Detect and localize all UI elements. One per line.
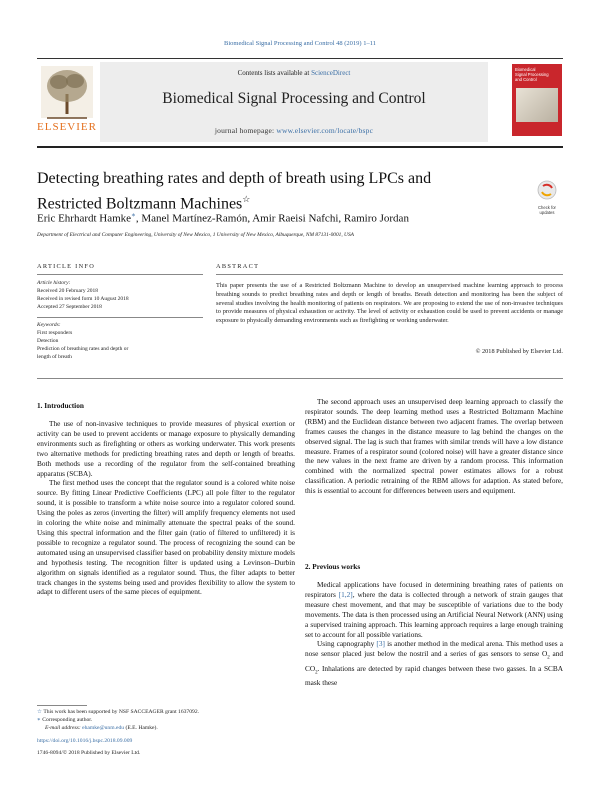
- abstract-text: This paper presents the use of a Restricted Boltzmann Machine to develop an unsupervised machine learning approach to process breathing sounds to predict breathing rates and depth or length of breaths. Breath detection and monitoring has been the subject of several studies involving the health monitoring of patients on respirators. We are proposing to extend the use of non-invasive techniques to provide measures of physical exhaustion or activity. The level of activity or exhaustion could be used to prevent accidents or manage exposure to physically demanding environments such as firefighting or working underwater.: [216, 282, 563, 325]
- author-affiliation: Department of Electrical and Computer Engineering, University of New Mexico, 1 University of New Mexico, Albuquerque, NM 87131-0001, USA: [37, 232, 354, 238]
- text-run: Medical applications have focused in determining breathing rates of patients on respirators: [305, 580, 563, 599]
- abstract-heading: ABSTRACT: [216, 263, 260, 270]
- elsevier-wordmark: ELSEVIER: [37, 121, 97, 133]
- paragraph: The use of non-invasive techniques to provide measures of physical exertion or activity can be used to prevent accidents or manage exposure to physically demanding environments such as firefighting or others as working underwater. This work presents two alternative methods for predicting breathing rates and depth or length of breaths. Both methods use a recording of the regulator from the self-contained breathing apparatus (SCBA).: [37, 419, 295, 478]
- history-entry: Received 20 February 2018: [37, 288, 98, 294]
- text-run: , where the data is collected through a network of strain gauges that measure chest movement, and that may be susceptible of variations due to the body movements. The data is then processed using an Artificial Neural Network (ANN) using a supervised training approach. This learning approach requires a large enough training set to account for all possible variations.: [305, 589, 563, 639]
- other-authors: , Manel Martínez-Ramón, Amir Raeisi Nafchi, Ramiro Jordan: [135, 212, 409, 225]
- header-top-rule: [37, 58, 563, 59]
- footnote-text: This work has been supported by NSF SACCEAGER grant 1637092.: [43, 709, 200, 715]
- keywords: [37, 321, 203, 361]
- history-entry: Received in revised form 10 August 2018: [37, 296, 129, 302]
- article-history: [37, 279, 203, 311]
- journal-cover-thumbnail: [512, 64, 562, 136]
- section-heading-previous-works: 2. Previous works: [305, 562, 361, 571]
- elsevier-logo: [37, 64, 97, 134]
- journal-citation-link[interactable]: Biomedical Signal Processing and Control 48 (2019) 1–11: [224, 40, 376, 47]
- cover-image: [516, 88, 558, 122]
- subscript: 2: [315, 670, 318, 676]
- check-for-updates-icon: [531, 180, 563, 200]
- paragraph: [305, 639, 563, 688]
- check-updates-label: Check for: [538, 205, 556, 210]
- footnote-mark: ☆: [37, 709, 43, 715]
- citation-link[interactable]: [3]: [376, 639, 385, 649]
- corresponding-author-mark[interactable]: ∗: [131, 211, 136, 219]
- article-info-heading: ARTICLE INFO: [37, 263, 96, 270]
- history-entry: Accepted 27 September 2018: [37, 304, 102, 310]
- text-run: Using capnography: [317, 639, 377, 649]
- abstract-bottom-rule: [37, 378, 563, 379]
- footnotes: [37, 708, 295, 732]
- paragraph: [305, 580, 563, 639]
- email-label: E-mail address:: [45, 725, 83, 731]
- citation-link[interactable]: [1,2]: [338, 589, 353, 599]
- footnote-text: Corresponding author.: [42, 717, 93, 723]
- keyword: Prediction of breathing rates and depth or: [37, 346, 129, 352]
- author-list: [37, 211, 557, 225]
- journal-name: Biomedical Signal Processing and Control: [162, 90, 426, 107]
- keyword: Detection: [37, 338, 59, 344]
- doi-block: [37, 737, 295, 757]
- introduction-body-continued: [305, 397, 563, 496]
- check-for-updates-badge[interactable]: [531, 180, 563, 215]
- article-info-rule: [37, 274, 203, 275]
- previous-works-body: [305, 580, 563, 688]
- footnote-funding: [37, 708, 295, 716]
- keywords-label: Keywords:: [37, 322, 61, 328]
- journal-homepage: [100, 126, 488, 135]
- author-name: Eric Ehrhardt Hamke: [37, 212, 132, 225]
- cover-title-line: Signal Processing: [515, 72, 549, 77]
- abstract-copyright: © 2018 Published by Elsevier Ltd.: [475, 348, 563, 355]
- subscript: 2: [547, 655, 550, 661]
- abstract-rule: [216, 274, 563, 275]
- email-owner: (E.E. Hamke).: [124, 725, 158, 731]
- article-title: [37, 169, 457, 214]
- text-run: is another method in the medical arena. This method uses a nose sensor placed just below the nostril and a series of gas sensors to sense O: [305, 639, 563, 659]
- header-bottom-rule: [37, 146, 563, 148]
- section-heading-introduction: 1. Introduction: [37, 401, 84, 410]
- issn-copyright: 1746-8094/© 2018 Published by Elsevier Ltd.: [37, 750, 141, 756]
- contents-line: [100, 69, 488, 77]
- paragraph: The second approach uses an unsupervised deep learning approach to classify the respirator sounds. The deep learning method uses a Restricted Boltzmann Machine (RBM) and the Euclidean distance between two adjacent frames. The overlap between frames causes the changes in the distance measure to lag behind the changes on the observed signal. The lag is such that frames with similar trends will have a low distance measure. Frames of a respirator sound (colored noise) will have a greater distance since the new values in the next frame are driven by a random process. This information combined with the normalized spectral power estimates allows for a robust classification. A periodic retraining of the RBM allows for adaption. As stated before, this is essential to account for differences between users and equipment.: [305, 397, 563, 496]
- article-title-line: Detecting breathing rates and depth of breath using LPCs and: [37, 170, 432, 187]
- article-info-separator: [37, 317, 203, 318]
- contents-prefix: Contents lists available at: [237, 69, 312, 77]
- footnote-rule: [37, 705, 87, 706]
- article-title-line: Restricted Boltzmann Machines: [37, 195, 243, 213]
- keyword: First responders: [37, 330, 73, 336]
- history-label: Article history:: [37, 280, 71, 286]
- footnote-email: [37, 724, 295, 732]
- keyword: length of breath: [37, 354, 72, 360]
- text-run: . Inhalations are detected by rapid changes between these two gasses. In a SCBA mask these: [305, 663, 563, 688]
- cover-title-line: Biomedical: [515, 67, 536, 72]
- title-footnote-mark[interactable]: ☆: [242, 194, 251, 204]
- sciencedirect-link[interactable]: ScienceDirect: [311, 69, 351, 77]
- check-updates-label: updates: [539, 210, 555, 215]
- text-run: and CO: [305, 649, 563, 673]
- doi-link[interactable]: https://doi.org/10.1016/j.bspc.2018.09.009: [37, 738, 133, 744]
- footnote-corresponding: [37, 716, 295, 724]
- email-link[interactable]: ehamke@unm.edu: [82, 725, 125, 731]
- homepage-url-link[interactable]: www.elsevier.com/locate/bspc: [276, 126, 374, 135]
- introduction-body: [37, 419, 295, 597]
- homepage-label: journal homepage:: [214, 126, 277, 135]
- footnote-mark: ∗: [37, 717, 41, 723]
- paragraph: The first method uses the concept that the regulator sound is a colored white noise source. By fitting Linear Predictive Coefficients (LPC) all pole filter to the regulator sound, it is possible to transform a white noise source into a regulator colored sound. Using the poles as zeros (inverting the filter) will amplify frequency elements not used in coloring the white noise and minimally attenuate the spectral peaks of the sound. Using this spectral information and the filter gain (ratio of filtered to unfiltered) it is possible to recognize a regulator sound. The process of recognizing the sound can be automated using an unsupervised classifier based on probability density mixture models and hypothesis testing. The recognition filter is updated using a Levinson–Durbin algorithm on signals identified as a regulator sound. Thus, the filter adapts to better track changes in the systems being used and provides flexibility to allow the system to adapt to different users of the same pieces of equipment.: [37, 478, 295, 597]
- cover-title-line: and Control: [515, 77, 537, 82]
